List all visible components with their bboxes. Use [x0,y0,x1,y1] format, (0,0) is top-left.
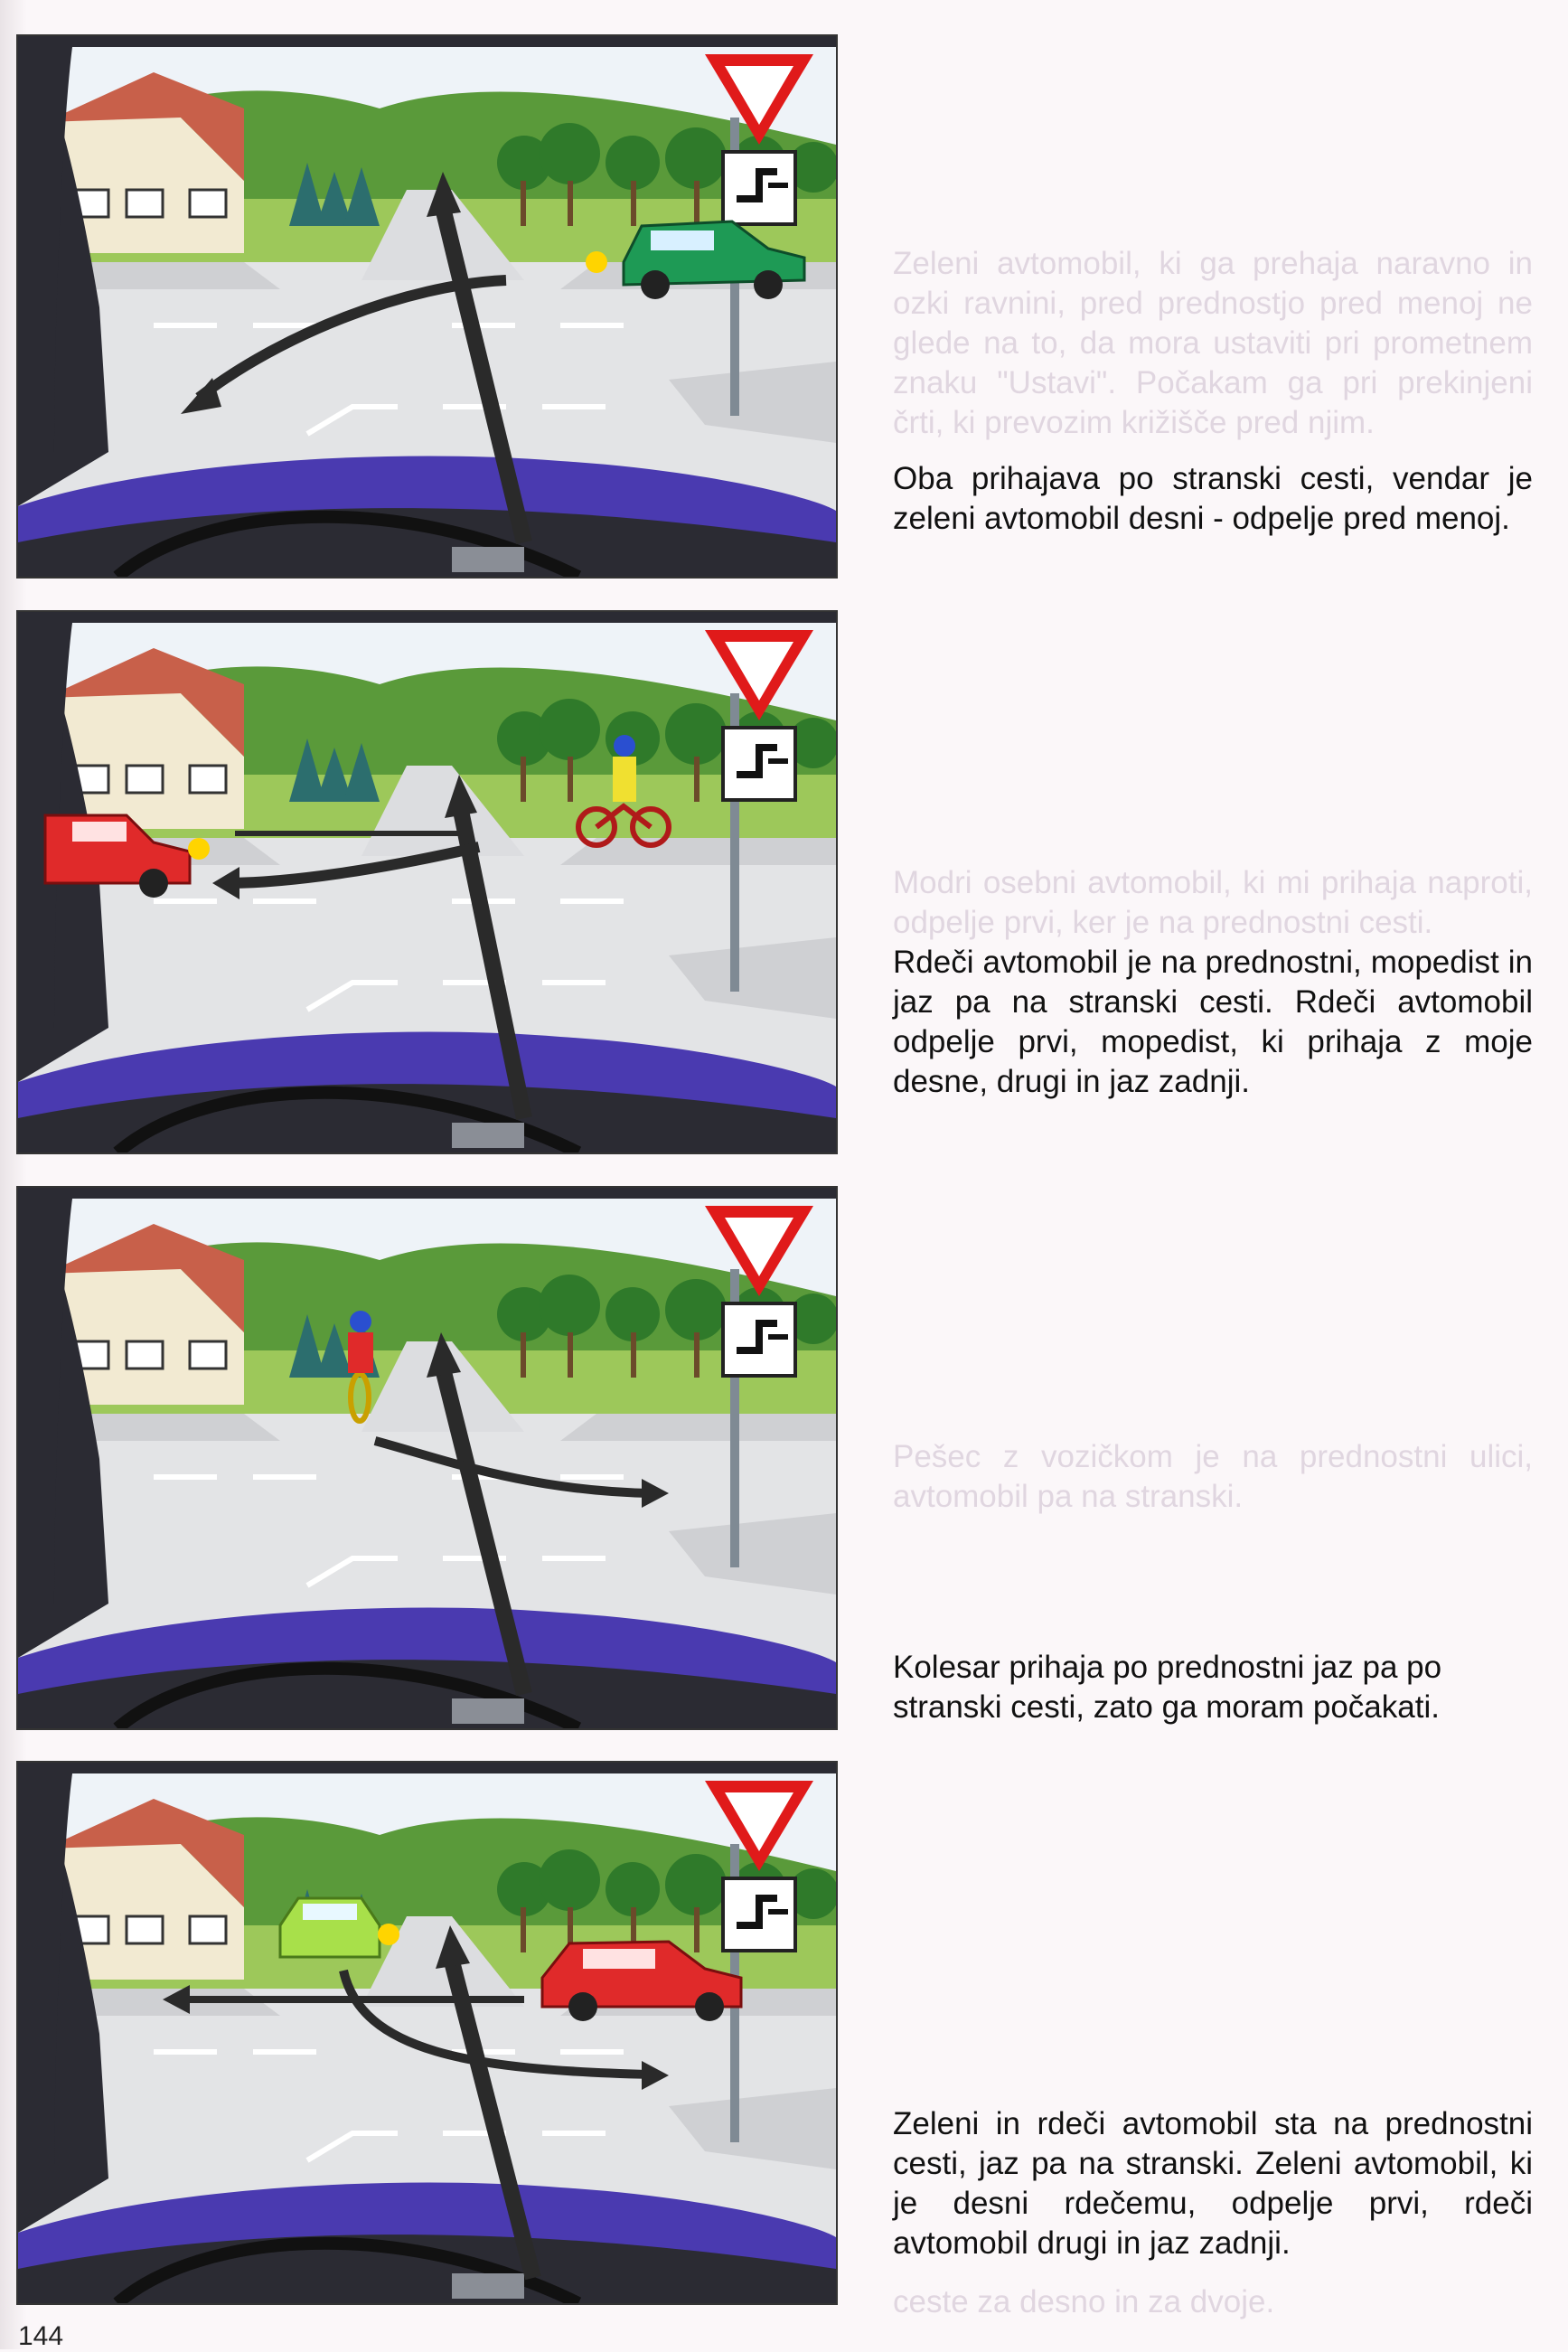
intersection-scene-3 [18,1188,836,1728]
illustration-panel-4 [16,1761,838,2305]
intersection-scene-4 [18,1763,836,2303]
ghost-text-1: Zeleni avtomobil, ki ga prehaja naravno in ozki ravnini, pred prednostjo pred menoj ne glede na to, da mora ustaviti pri prometnem znaku "Ustavi". Počakam ga pri prekinjeni črti, ki prevozim križišče pred njim. [893,246,1533,440]
ghost-text-3: Pešec z vozičkom je na prednostni ulici, avtomobil pa na stranski. [893,1439,1533,1514]
illustration-panel-1 [16,34,838,579]
caption-2: Rdeči avtomobil je na prednostni, mopedist in jaz pa na stranski cesti. Rdeči avtomobil odpelje prvi, mopedist, ki prihaja z moje desne, drugi in jaz zadnji. [893,945,1533,1099]
illustration-panel-2 [16,610,838,1154]
intersection-scene-2 [18,612,836,1152]
ghost-text-2: Modri osebni avtomobil, ki mi prihaja naproti, odpelje prvi, ker je na prednostni cesti. [893,865,1533,940]
page-number: 144 [18,2321,64,2351]
illustration-panel-3 [16,1186,838,1730]
caption-3: Kolesar prihaja po prednostni jaz pa po stranski cesti, zato ga moram počakati. [893,1650,1442,1725]
caption-1: Oba prihajava po stranski cesti, vendar je zeleni avtomobil desni - odpelje pred menoj. [893,461,1533,536]
intersection-scene-1 [18,36,836,577]
ghost-text-4: ceste za desno in za dvoje. [893,2284,1275,2319]
caption-4: Zeleni in rdeči avtomobil sta na prednostni cesti, jaz pa na stranski. Zeleni avtomobil, ki je desni rdečemu, odpelje prvi, rdeči avtomobil drugi in jaz zadnji. [893,2106,1533,2261]
